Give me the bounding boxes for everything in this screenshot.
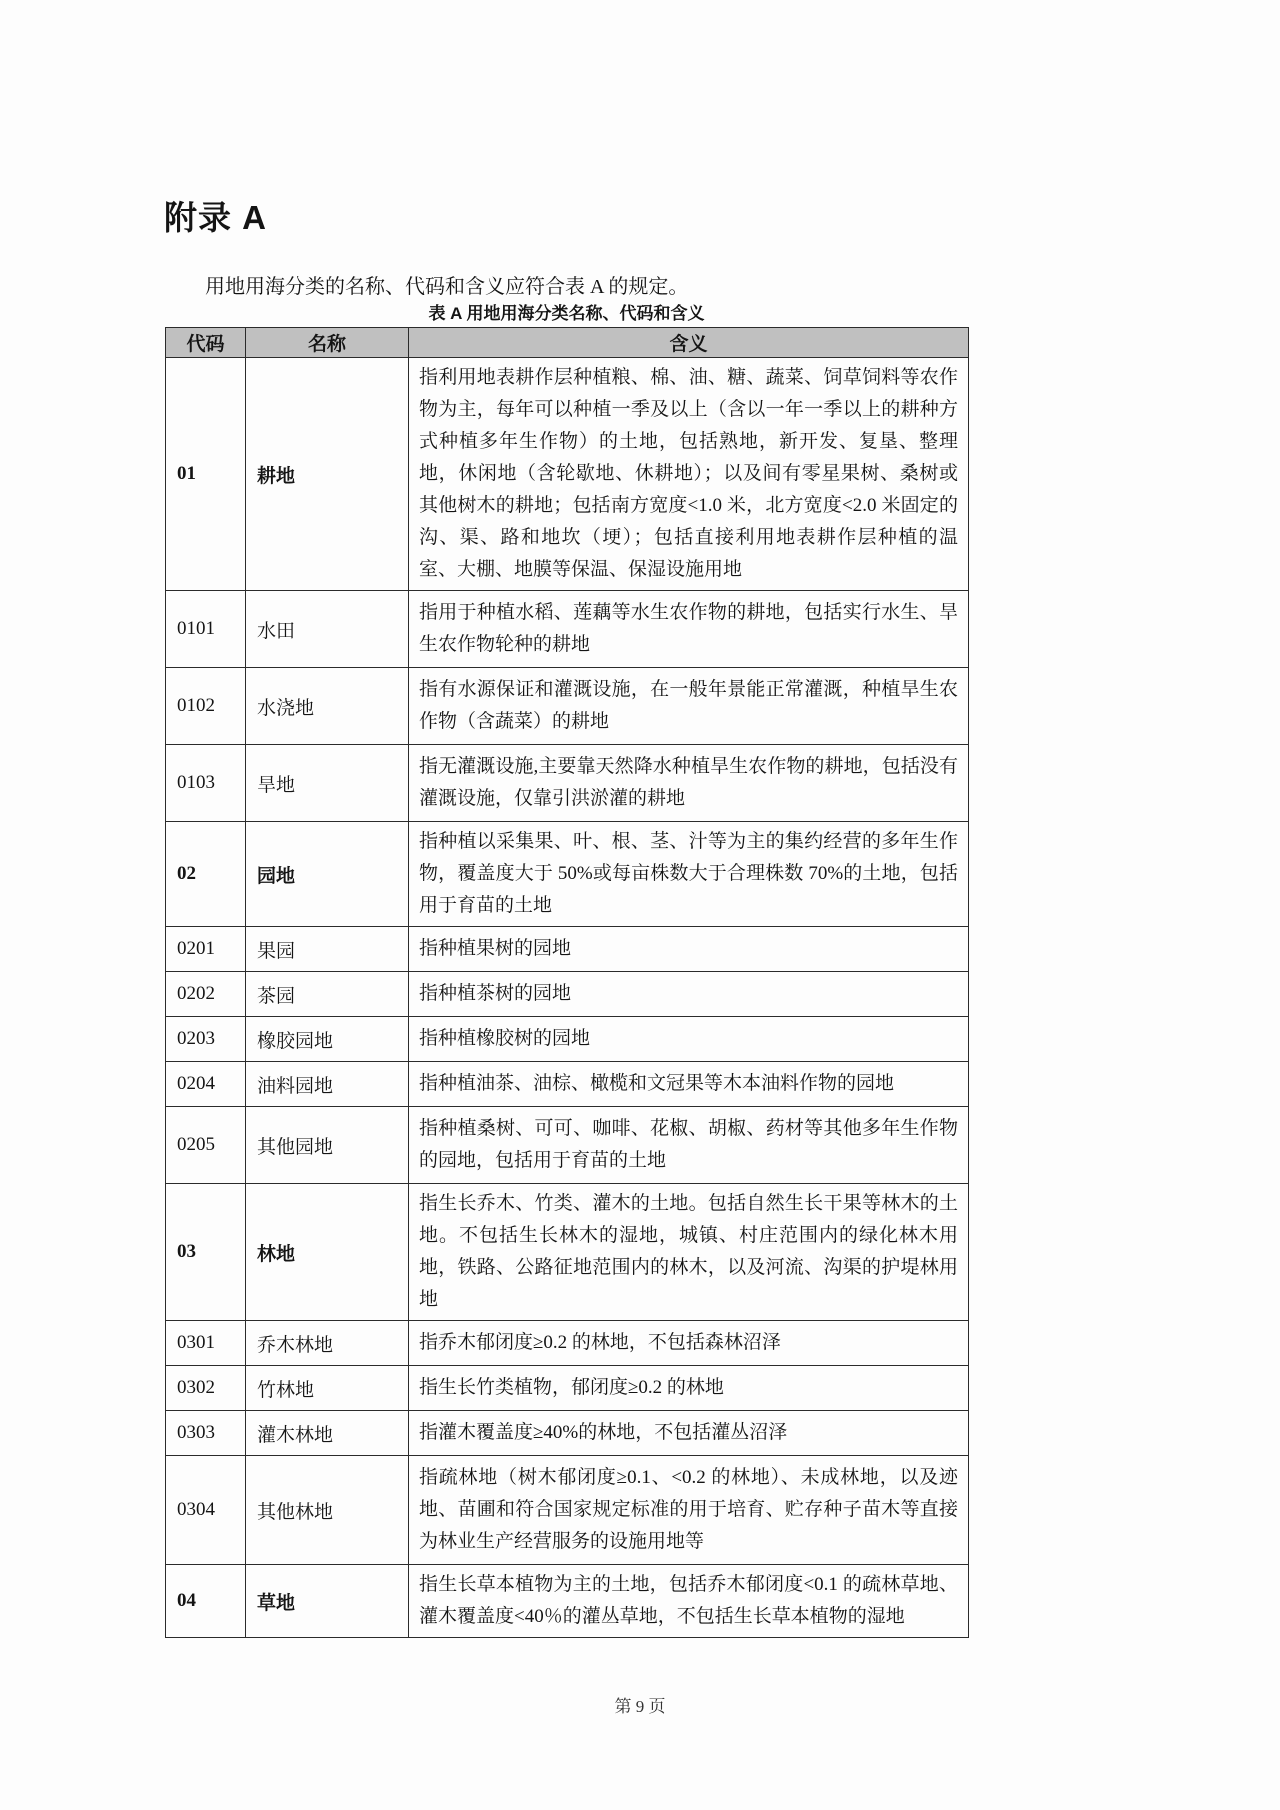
- row-meaning: 指生长乔木、竹类、灌木的土地。包括自然生长干果等林木的土地。不包括生长林木的湿地，城镇、村庄范围内的绿化林木用地，铁路、公路征地范围内的林木，以及河流、沟渠的护堤林用地: [409, 1184, 969, 1321]
- row-meaning: 指疏林地（树木郁闭度≥0.1、<0.2 的林地）、未成林地，以及迹地、苗圃和符合国家规定标准的用于培育、贮存种子苗木等直接为林业生产经营服务的设施用地等: [409, 1456, 969, 1565]
- row-meaning: 指种植果树的园地: [409, 927, 969, 972]
- table-row: [166, 745, 969, 822]
- row-code: 0303: [166, 1411, 246, 1456]
- row-name: 乔木林地: [246, 1321, 409, 1366]
- row-meaning: 指种植茶树的园地: [409, 972, 969, 1017]
- row-name: 旱地: [246, 745, 409, 822]
- table-row: [166, 1321, 969, 1366]
- table-row: [166, 927, 969, 972]
- row-meaning: 指无灌溉设施,主要靠天然降水种植旱生农作物的耕地，包括没有灌溉设施，仅靠引洪淤灌的耕地: [409, 745, 969, 822]
- row-code: 0202: [166, 972, 246, 1017]
- row-name: 其他园地: [246, 1107, 409, 1184]
- table-caption: 表 A 用地用海分类名称、代码和含义: [428, 304, 705, 323]
- row-name: 耕地: [246, 358, 409, 591]
- row-name: 灌木林地: [246, 1411, 409, 1456]
- row-name: 竹林地: [246, 1366, 409, 1411]
- row-code: 02: [166, 822, 246, 927]
- table-header-row: [166, 328, 969, 358]
- column-header-meaning: 含义: [409, 328, 969, 358]
- table-row: [166, 1107, 969, 1184]
- table-row: [166, 1411, 969, 1456]
- row-meaning: 指种植以采集果、叶、根、茎、汁等为主的集约经营的多年生作物，覆盖度大于 50%或每亩株数大于合理株数 70%的土地，包括用于育苗的土地: [409, 822, 969, 927]
- row-code: 01: [166, 358, 246, 591]
- intro-paragraph: 用地用海分类的名称、代码和含义应符合表 A 的规定。: [205, 276, 689, 298]
- row-name: 水浇地: [246, 668, 409, 745]
- row-code: 0101: [166, 591, 246, 668]
- row-meaning: 指种植橡胶树的园地: [409, 1017, 969, 1062]
- row-meaning: 指种植桑树、可可、咖啡、花椒、胡椒、药材等其他多年生作物的园地，包括用于育苗的土地: [409, 1107, 969, 1184]
- table-row: [166, 1184, 969, 1321]
- table-row: [166, 1366, 969, 1411]
- table-row: [166, 358, 969, 591]
- table-row: [166, 668, 969, 745]
- row-meaning: 指乔木郁闭度≥0.2 的林地，不包括森林沼泽: [409, 1321, 969, 1366]
- row-name: 水田: [246, 591, 409, 668]
- row-code: 03: [166, 1184, 246, 1321]
- appendix-title: 附录 A: [164, 199, 267, 237]
- table-row: [166, 1017, 969, 1062]
- row-name: 园地: [246, 822, 409, 927]
- row-code: 0103: [166, 745, 246, 822]
- row-name: 其他林地: [246, 1456, 409, 1565]
- row-name: 草地: [246, 1565, 409, 1638]
- table-row: [166, 591, 969, 668]
- column-header-code: 代码: [166, 328, 246, 358]
- row-code: 0302: [166, 1366, 246, 1411]
- row-meaning: 指利用地表耕作层种植粮、棉、油、糖、蔬菜、饲草饲料等农作物为主，每年可以种植一季及以上（含以一年一季以上的耕种方式种植多年生作物）的土地，包括熟地，新开发、复垦、整理地，休闲地（含轮歇地、休耕地）；以及间有零星果树、桑树或其他树木的耕地；包括南方宽度<1.0 米，北方宽度<2.0 米固定的沟、渠、路和地坎（埂）；包括直接利用地表耕作层种植的温室、大棚、地膜等保温、保湿设施用地: [409, 358, 969, 591]
- row-name: 油料园地: [246, 1062, 409, 1107]
- classification-table: [165, 327, 969, 1638]
- table-row: [166, 972, 969, 1017]
- row-name: 橡胶园地: [246, 1017, 409, 1062]
- row-code: 0201: [166, 927, 246, 972]
- row-meaning: 指生长竹类植物，郁闭度≥0.2 的林地: [409, 1366, 969, 1411]
- row-code: 0301: [166, 1321, 246, 1366]
- table-row: [166, 1456, 969, 1565]
- row-code: 0102: [166, 668, 246, 745]
- row-meaning: 指生长草本植物为主的土地，包括乔木郁闭度<0.1 的疏林草地、灌木覆盖度<40％的灌丛草地，不包括生长草本植物的湿地: [409, 1565, 969, 1638]
- table-row: [166, 1565, 969, 1638]
- row-meaning: 指用于种植水稻、莲藕等水生农作物的耕地，包括实行水生、旱生农作物轮种的耕地: [409, 591, 969, 668]
- page-number-footer: 第 9 页: [614, 1697, 666, 1716]
- table-row: [166, 1062, 969, 1107]
- row-code: 0203: [166, 1017, 246, 1062]
- row-name: 茶园: [246, 972, 409, 1017]
- row-meaning: 指有水源保证和灌溉设施，在一般年景能正常灌溉，种植旱生农作物（含蔬菜）的耕地: [409, 668, 969, 745]
- row-name: 林地: [246, 1184, 409, 1321]
- column-header-name: 名称: [246, 328, 409, 358]
- row-code: 0205: [166, 1107, 246, 1184]
- row-meaning: 指灌木覆盖度≥40%的林地，不包括灌丛沼泽: [409, 1411, 969, 1456]
- row-code: 0304: [166, 1456, 246, 1565]
- row-name: 果园: [246, 927, 409, 972]
- row-code: 04: [166, 1565, 246, 1638]
- table-row: [166, 822, 969, 927]
- row-code: 0204: [166, 1062, 246, 1107]
- classification-table-container: [165, 327, 968, 1638]
- row-meaning: 指种植油茶、油棕、橄榄和文冠果等木本油料作物的园地: [409, 1062, 969, 1107]
